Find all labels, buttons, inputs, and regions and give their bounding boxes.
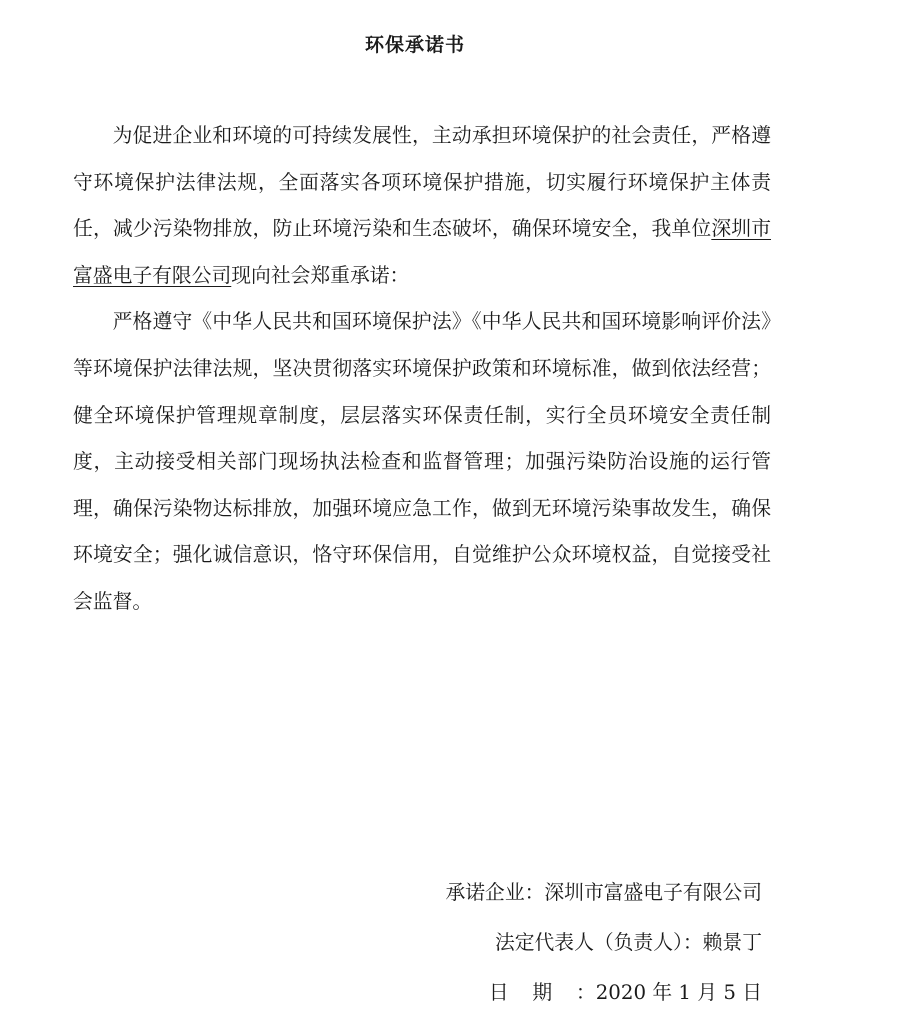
signature-block	[445, 868, 762, 1018]
signature-date-line	[445, 968, 762, 1018]
signature-company-value: 深圳市富盛电子有限公司	[544, 881, 762, 904]
paragraph-commitment: 严格遵守《中华人民共和国环境保护法》《中华人民共和国环境影响评价法》等环境保护法律法规，坚决贯彻落实环境保护政策和环境标准，做到依法经营；健全环境保护管理规章制度，层层落实环保责任制，实行全员环境安全责任制度，主动接受相关部门现场执法检查和监督管理；加强污染防治设施的运行管理，确保污染物达标排放，加强环境应急工作，做到无环境污染事故发生，确保环境安全；强化诚信意识，恪守环保信用，自觉维护公众环境权益，自觉接受社会监督。	[73, 310, 771, 613]
signature-representative-label: 法定代表人（负责人）：	[494, 931, 703, 954]
paragraph-intro	[73, 113, 771, 299]
paragraph-intro-text: 为促进企业和环境的可持续发展性，主动承担环境保护的社会责任，严格遵守环境保护法律法规，全面落实各项环境保护措施，切实履行环境保护主体责任，减少污染物排放，防止环境污染和生态破坏，确保环境安全，我单位	[73, 124, 771, 241]
document-body	[73, 113, 771, 626]
signature-date-separator: ：	[575, 981, 596, 1004]
signature-date-label: 日期	[488, 981, 576, 1004]
signature-company-label: 承诺企业：	[445, 881, 545, 904]
document-title: 环保承诺书	[364, 34, 465, 56]
signature-representative-value: 赖景丁	[702, 931, 762, 954]
paragraph-intro-ending: 现向社会郑重承诺：	[231, 263, 410, 287]
signature-date-value: 2020 年 1 月 5 日	[595, 981, 762, 1004]
company-name-underlined: 深圳市富盛电子有限公司	[73, 217, 771, 287]
signature-representative-line	[445, 918, 762, 968]
signature-company-line	[445, 868, 762, 918]
